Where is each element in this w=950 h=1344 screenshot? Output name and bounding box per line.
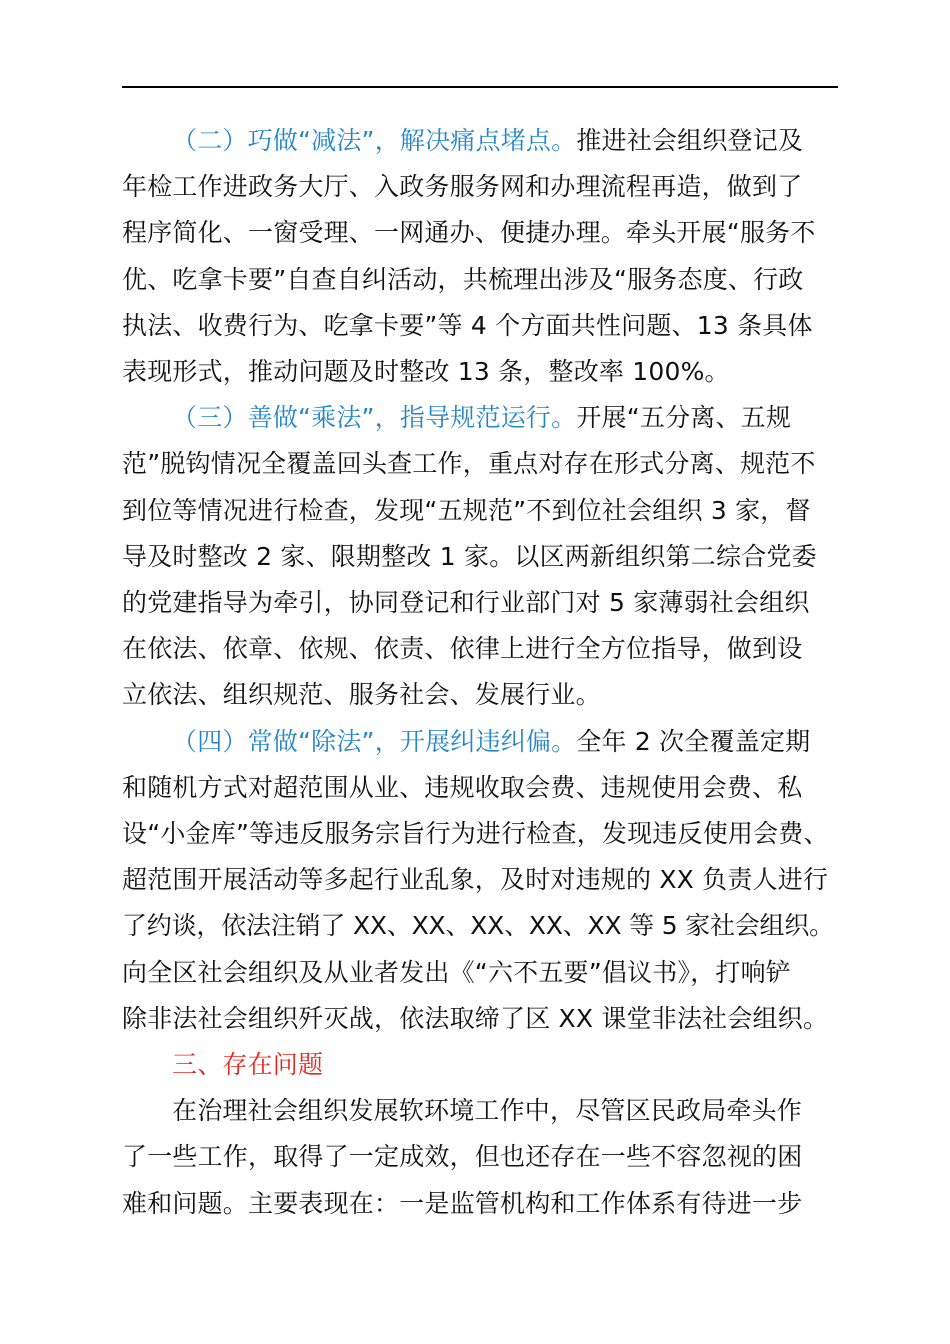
- paragraph-line: [122, 719, 838, 765]
- paragraph-line: 程序简化、一窗受理、一网通办、便捷办理。牵头开展“服务不: [122, 218, 816, 248]
- paragraph-line: 超范围开展活动等多起行业乱象，及时对违规的 XX 负责人进行: [122, 865, 829, 895]
- paragraph-line: 和随机方式对超范围从业、违规收取会费、违规使用会费、私: [122, 772, 803, 802]
- paragraph-line: 的党建指导为牵引，协同登记和行业部门对 5 家薄弱社会组织: [122, 588, 810, 618]
- paragraph-line: 难和问题。主要表现在：一是监管机构和工作体系有待进一步: [122, 1188, 803, 1218]
- paragraph-line: 立依法、组织规范、服务社会、发展行业。: [122, 680, 601, 710]
- section-two-paragraph: [122, 118, 838, 395]
- section-four-text: 全年 2 次全覆盖定期: [576, 726, 811, 756]
- paragraph-line: 优、吃拿卡要”自查自纠活动，共梳理出涉及“服务态度、行政: [122, 264, 804, 294]
- section-two-heading: （二）巧做“减法”，解决痛点堵点。: [172, 126, 577, 155]
- problems-heading-paragraph: [122, 1042, 838, 1088]
- paragraph-line: [122, 395, 838, 441]
- paragraph-line: 到位等情况进行检查，发现“五规范”不到位社会组织 3 家，督: [122, 495, 811, 525]
- section-two-text: 推进社会组织登记及: [576, 126, 804, 155]
- paragraph-line: 设“小金库”等违反服务宗旨行为进行检查，发现违反使用会费、: [122, 819, 829, 849]
- paragraph-line: 年检工作进政务大厅、入政务服务网和办理流程再造，做到了: [122, 172, 803, 202]
- paragraph-line: 除非法社会组织歼灭战，依法取缔了区 XX 课堂非法社会组织。: [122, 1003, 829, 1033]
- problems-paragraph: [122, 1088, 838, 1227]
- paragraph-line: 范”脱钩情况全覆盖回头查工作，重点对存在形式分离、规范不: [122, 449, 816, 479]
- paragraph-line: [122, 118, 838, 164]
- problems-heading: 三、存在问题: [172, 1050, 324, 1080]
- section-three-paragraph: [122, 395, 838, 718]
- paragraph-line: 表现形式，推动问题及时整改 13 条，整改率 100%。: [122, 357, 730, 387]
- header-rule: [122, 86, 838, 88]
- section-three-heading: （三）善做“乘法”，指导规范运行。: [172, 403, 577, 433]
- section-three-text: 开展“五分离、五规: [576, 403, 792, 433]
- paragraph-line: 执法、收费行为、吃拿卡要”等 4 个方面共性问题、13 条具体: [122, 310, 813, 340]
- section-four-paragraph: [122, 719, 838, 1042]
- paragraph-line: 在依法、依章、依规、依责、依律上进行全方位指导，做到设: [122, 634, 803, 664]
- paragraph-line: 了一些工作，取得了一定成效，但也还存在一些不容忽视的困: [122, 1142, 803, 1172]
- paragraph-line: 导及时整改 2 家、限期整改 1 家。以区两新组织第二综合党委: [122, 541, 817, 571]
- document-body: [122, 118, 838, 1227]
- paragraph-line: 向全区社会组织及从业者发出《“六不五要”倡议书》，打响铲: [122, 957, 792, 987]
- section-four-heading: （四）常做“除法”，开展纠违纠偏。: [172, 726, 577, 756]
- paragraph-line: 在治理社会组织发展软环境工作中，尽管区民政局牵头作: [172, 1096, 803, 1126]
- paragraph-line: 了约谈，依法注销了 XX、XX、XX、XX、XX 等 5 家社会组织。: [122, 911, 834, 941]
